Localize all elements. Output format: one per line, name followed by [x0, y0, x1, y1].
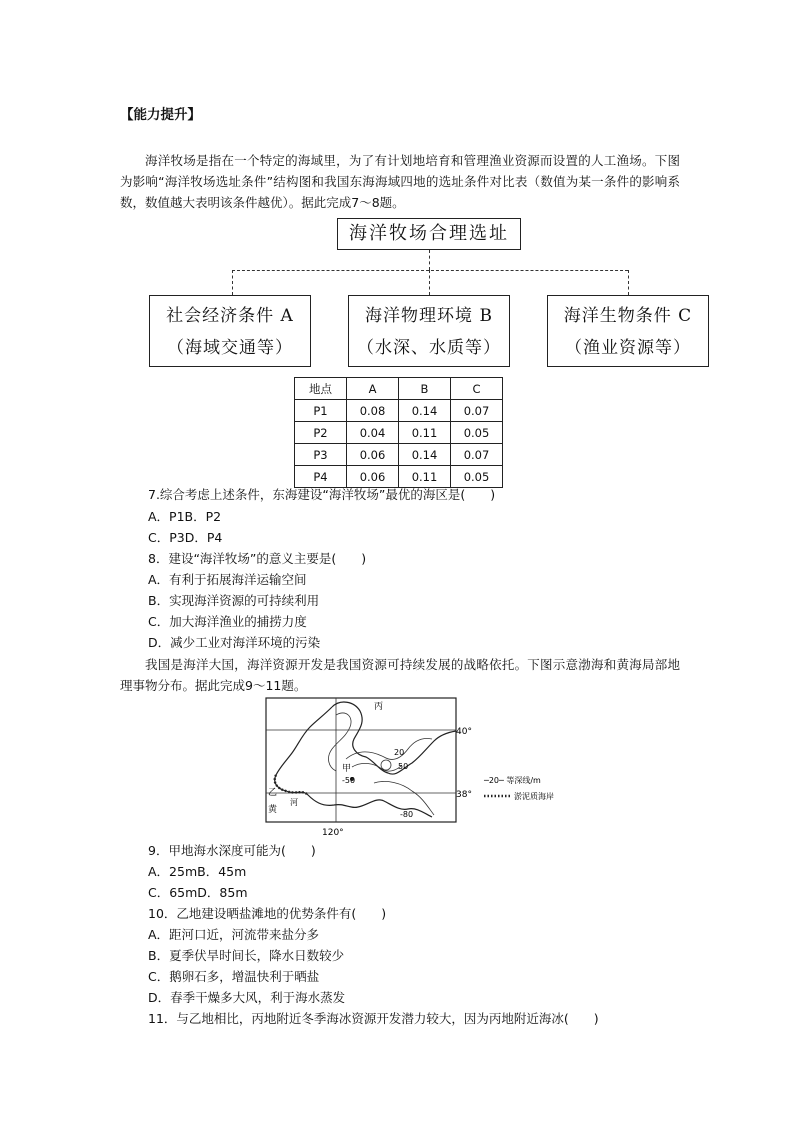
table-cell: 0.07: [451, 444, 503, 466]
table-cell: 0.04: [347, 422, 399, 444]
longitude-120-label: 120°: [322, 828, 344, 838]
table-cell: P1: [295, 400, 347, 422]
question-10-option: B．夏季伏旱时间长，降水日数较少: [148, 948, 345, 963]
legend-contour: ─20─ 等深线/m: [484, 776, 541, 785]
diagram-box-physical-environment: [348, 295, 510, 367]
question-8-option: A．有利于拓展海洋运输空间: [148, 572, 307, 587]
table-cell: 0.06: [347, 466, 399, 488]
table-cell: 0.11: [399, 422, 451, 444]
table-cell: 0.06: [347, 444, 399, 466]
contour-label-20: 20: [394, 748, 405, 757]
table-row: [295, 400, 503, 422]
intro-paragraph-7-8: 海洋牧场是指在一个特定的海域里，为了有计划地培育和管理渔业资源而设置的人工渔场。下图为影响“海洋牧场选址条件”结构图和我国东海海域四地的选址条件对比表（数值为某一条件的影响系数，数值越大表明该条件越优）。据此完成7～8题。: [120, 153, 680, 210]
diagram-box-sub: （海域交通等）: [167, 338, 293, 358]
table-header-cell: C: [451, 378, 503, 400]
diagram-box-title: 社会经济条件 A: [166, 306, 294, 326]
question-9-option: C．65mD．85m: [148, 885, 248, 900]
table-header-cell: B: [399, 378, 451, 400]
question-7-option: C．P3D．P4: [148, 530, 223, 545]
diagram-connector: [628, 270, 629, 295]
question-9-stem: 9．甲地海水深度可能为( ): [148, 843, 316, 858]
question-8-stem: 8．建设“海洋牧场”的意义主要是( ): [148, 551, 367, 566]
contour-label-neg50: -50: [342, 776, 356, 785]
table-cell: P2: [295, 422, 347, 444]
table-cell: 0.05: [451, 466, 503, 488]
question-8-option: D．减少工业对海洋环境的污染: [148, 635, 321, 650]
question-8-option: C．加大海洋渔业的捕捞力度: [148, 614, 307, 629]
table-cell: 0.05: [451, 422, 503, 444]
table-row: [295, 444, 503, 466]
label-he: 河: [290, 798, 298, 807]
question-7-stem: 7.综合考虑上述条件，东海建设“海洋牧场”最优的海区是( ): [148, 487, 496, 502]
table-cell: 0.14: [399, 444, 451, 466]
question-10-option: A．距河口近，河流带来盐分多: [148, 927, 320, 942]
table-cell: 0.07: [451, 400, 503, 422]
diagram-box-social-economic: [149, 295, 311, 367]
label-yi: 乙: [268, 788, 278, 798]
diagram-box-sub: （渔业资源等）: [565, 338, 691, 358]
contour-label-neg80: -80: [400, 810, 414, 819]
table-header-row: [295, 378, 503, 400]
label-huang: 黄: [268, 805, 278, 815]
table-cell: 0.14: [399, 400, 451, 422]
question-10-option: C．鹅卵石多，增温快利于晒盐: [148, 969, 320, 984]
label-jia: 甲: [342, 764, 352, 774]
bohai-yellow-sea-map: [262, 697, 562, 839]
table-cell: P3: [295, 444, 347, 466]
table-header-cell: 地点: [295, 378, 347, 400]
table-cell: 0.11: [399, 466, 451, 488]
table-header-cell: A: [347, 378, 399, 400]
table-cell: 0.08: [347, 400, 399, 422]
table-row: [295, 422, 503, 444]
diagram-connector: [429, 250, 430, 270]
question-10-option: D．春季干燥多大风，利于海水蒸发: [148, 990, 346, 1005]
diagram-box-title: 海洋物理环境 B: [365, 306, 493, 326]
diagram-connector: [232, 270, 233, 295]
diagram-box-title: 海洋生物条件 C: [563, 306, 693, 326]
label-bing: 丙: [374, 702, 384, 712]
section-heading: 【能力提升】: [120, 107, 201, 123]
question-11-stem: 11．与乙地相比，丙地附近冬季海冰资源开发潜力较大，因为丙地附近海冰( ): [148, 1011, 599, 1026]
diagram-connector: [232, 270, 628, 271]
question-8-option: B．实现海洋资源的可持续利用: [148, 593, 320, 608]
question-10-stem: 10．乙地建设晒盐滩地的优势条件有( ): [148, 906, 387, 921]
site-comparison-table: [294, 377, 503, 488]
latitude-40-label: 40°: [456, 727, 472, 737]
legend-coast: 淤泥质海岸: [514, 792, 554, 801]
diagram-box-sub: （水深、水质等）: [357, 338, 501, 358]
question-7-option: A．P1B．P2: [148, 509, 222, 524]
question-9-option: A．25mB．45m: [148, 864, 247, 879]
diagram-connector: [429, 270, 430, 295]
table-cell: P4: [295, 466, 347, 488]
diagram-box-biological: [547, 295, 709, 367]
latitude-38-label: 38°: [456, 790, 472, 800]
diagram-root-box: 海洋牧场合理选址: [337, 218, 521, 250]
contour-label-50: 50: [398, 762, 409, 771]
intro-paragraph-9-11: 我国是海洋大国，海洋资源开发是我国资源可持续发展的战略依托。下图示意渤海和黄海局部地理事物分布。据此完成9～11题。: [120, 657, 680, 693]
